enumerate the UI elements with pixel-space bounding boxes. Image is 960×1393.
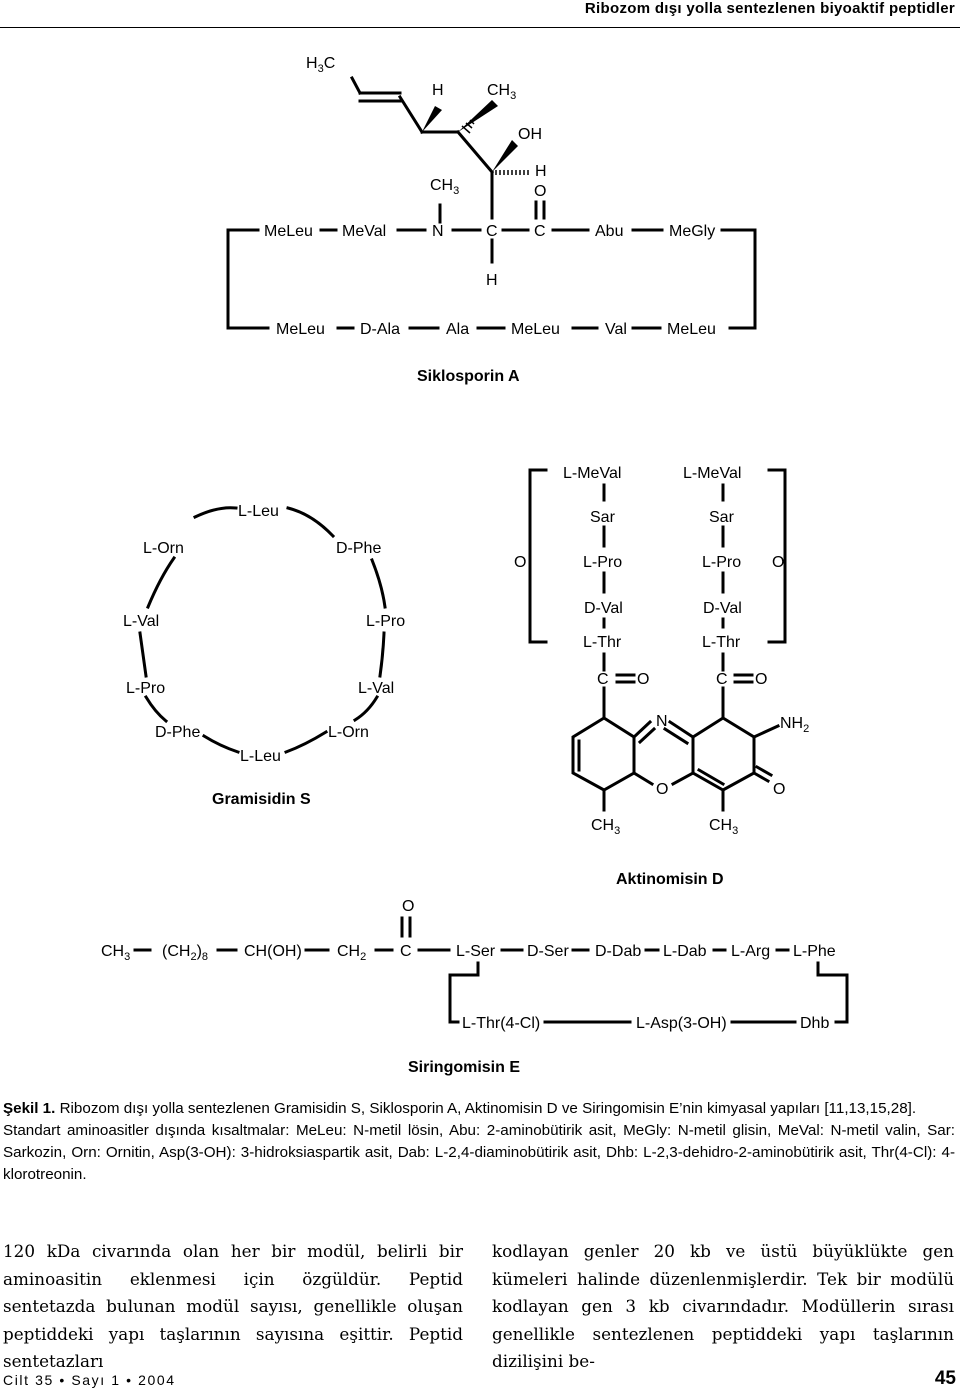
aktinomisin-o-right: O (772, 554, 785, 571)
aktinomisin-o-ring: O (656, 781, 669, 798)
siringomisin-ch2n: $(CH_2)_8$ (162, 943, 209, 963)
gramisidin-residue: L-Val (358, 680, 395, 697)
aktinomisin-c1: C (597, 671, 609, 688)
siklosporin-bottom-residue: D-Ala (360, 321, 401, 338)
page-number: 45 (934, 1368, 956, 1389)
aktinomisin-right-residue: Sar (709, 509, 734, 526)
siringomisin-residue: L-Arg (731, 943, 771, 960)
gramisidin-residue: L-Leu (238, 503, 279, 520)
siklosporin-top-residue: Abu (595, 223, 624, 240)
aktinomisin-o1: O (637, 671, 650, 688)
siklosporin-bottom-residue: MeLeu (511, 321, 560, 338)
siklosporin-bottom-residue: Ala (446, 321, 470, 338)
siringomisin-bottom-residue: L-Thr(4-Cl) (462, 1015, 541, 1032)
siklosporin-oh: OH (518, 126, 542, 143)
aktinomisin-ch3-b: $CH_3$ (709, 817, 739, 837)
siringomisin-ch3: $CH_3$ (101, 943, 131, 963)
gramisidin-residue: L-Val (123, 613, 160, 630)
siringomisin-residue: D-Ser (527, 943, 569, 960)
siringomisin-name: Siringomisin E (408, 1059, 521, 1076)
figure-caption (3, 1098, 955, 1186)
gramisidin-residue: D-Phe (155, 724, 201, 741)
gramisidin-residue: L-Leu (240, 748, 281, 765)
issue-footer: Cilt 35 • Sayı 1 • 2004 (3, 1372, 176, 1388)
siringomisin-choh: CH(OH) (244, 943, 302, 960)
aktinomisin-left-residue: L-Pro (583, 554, 623, 571)
aktinomisin-left-residue: L-Thr (583, 634, 622, 651)
aktinomisin-c2: C (716, 671, 728, 688)
chemical-structures-figure (0, 30, 960, 1090)
siringomisin-residue: L-Ser (456, 943, 496, 960)
aktinomisin-o-left: O (514, 554, 527, 571)
siklosporin-bottom-residue: Val (605, 321, 627, 338)
caption-abbreviations: Standart aminoasitler dışında kısaltmalar: MeLeu: N-metil lösin, Abu: 2-aminobütirik asit, MeGly: N-metil glisin, MeVal: N-metil valin, Sar: Sarkozin, Orn: Ornitin, Asp(3-OH): 3-hidroksiaspartik asit, Dab: L-2,4-diaminobütirik asit, Dhb: L-2,3-dehidro-2-aminobütirik asit, Thr(4-Cl): 4-klorotreonin. (3, 1122, 955, 1183)
siklosporin-h-mid: H (535, 163, 547, 180)
caption-line1: Ribozom dışı yolla sentezlenen Gramisidin S, Siklosporin A, Aktinomisin D ve Siringomisin E’nin kimyasal yapıları [11,13,15,28]. (55, 1100, 917, 1117)
gramisidin-residue: L-Pro (126, 680, 166, 697)
siringomisin-ch2: $CH_2$ (337, 943, 367, 963)
siklosporin-top-residue: MeLeu (264, 223, 313, 240)
siringomisin-residue: D-Dab (595, 943, 642, 960)
gramisidin-residue: L-Orn (328, 724, 369, 741)
aktinomisin-left-residue: D-Val (584, 600, 623, 617)
aktinomisin-left-residue: L-MeVal (563, 465, 622, 482)
running-title: Ribozom dışı yolla sentezlenen biyoaktif peptidler (584, 0, 955, 17)
gramisidin-name: Gramisidin S (212, 791, 311, 808)
siklosporin-top-residue: MeGly (669, 223, 716, 240)
siringomisin-residue: L-Dab (663, 943, 707, 960)
siklosporin-name: Siklosporin A (417, 368, 520, 385)
siklosporin-bottom-residue: MeLeu (667, 321, 716, 338)
aktinomisin-right-residue: L-Pro (702, 554, 742, 571)
aktinomisin-o-keto: O (773, 781, 786, 798)
siklosporin-top-residue: N (432, 223, 444, 240)
body-column-right: kodlayan genler 20 kb ve üstü büyüklükte gen kümeleri halinde düzenlenmişlerdir. Tek bir modülü kodlayan gen 3 kb civarındadır. Modüllerin sırası genellikle sentezlenen peptiddeki yapı taşlarının dizilişini be- (492, 1241, 954, 1371)
gramisidin-residue: L-Pro (366, 613, 406, 630)
siringomisin-c: C (400, 943, 412, 960)
caption-label: Şekil 1. (3, 1100, 56, 1117)
aktinomisin-name: Aktinomisin D (616, 871, 724, 888)
siklosporin-h-bottom: H (486, 272, 498, 289)
siringomisin-bottom-residue: L-Asp(3-OH) (636, 1015, 727, 1032)
siklosporin-o-carbonyl: O (534, 183, 547, 200)
header-rule (0, 27, 960, 28)
siklosporin-top-residue: MeVal (342, 223, 387, 240)
aktinomisin-right-residue: L-Thr (702, 634, 741, 651)
siklosporin-h3c-label: $H_3C$ (306, 55, 336, 75)
aktinomisin-left-residue: Sar (590, 509, 615, 526)
siklosporin-h-top: H (432, 82, 444, 99)
gramisidin-residue: L-Orn (143, 540, 184, 557)
siklosporin-bottom-residue: MeLeu (276, 321, 325, 338)
siringomisin-bottom-residue: Dhb (800, 1015, 830, 1032)
aktinomisin-ch3-a: $CH_3$ (591, 817, 621, 837)
aktinomisin-right-residue: L-MeVal (683, 465, 742, 482)
siringomisin-residue: L-Phe (793, 943, 836, 960)
body-column-left: 120 kDa civarında olan her bir modül, belirli bir aminoasitin eklenmesi için özgüldür. Peptid sentetazda bulunan modül sayısı, genellikle oluşan peptiddeki yapı taşlarının sayısına eşittir. Peptid sentetazları (3, 1241, 463, 1371)
siklosporin-ch3-n: $CH_3$ (430, 177, 460, 197)
aktinomisin-o2: O (755, 671, 768, 688)
siklosporin-ch3-top: $CH_3$ (487, 82, 517, 102)
gramisidin-residue: D-Phe (336, 540, 382, 557)
aktinomisin-right-residue: D-Val (703, 600, 742, 617)
siklosporin-top-residue: C (534, 223, 546, 240)
aktinomisin-nh2: $NH_2$ (780, 715, 810, 735)
siringomisin-o: O (402, 898, 415, 915)
siklosporin-top-residue: C (486, 223, 498, 240)
aktinomisin-n: N (656, 713, 668, 730)
